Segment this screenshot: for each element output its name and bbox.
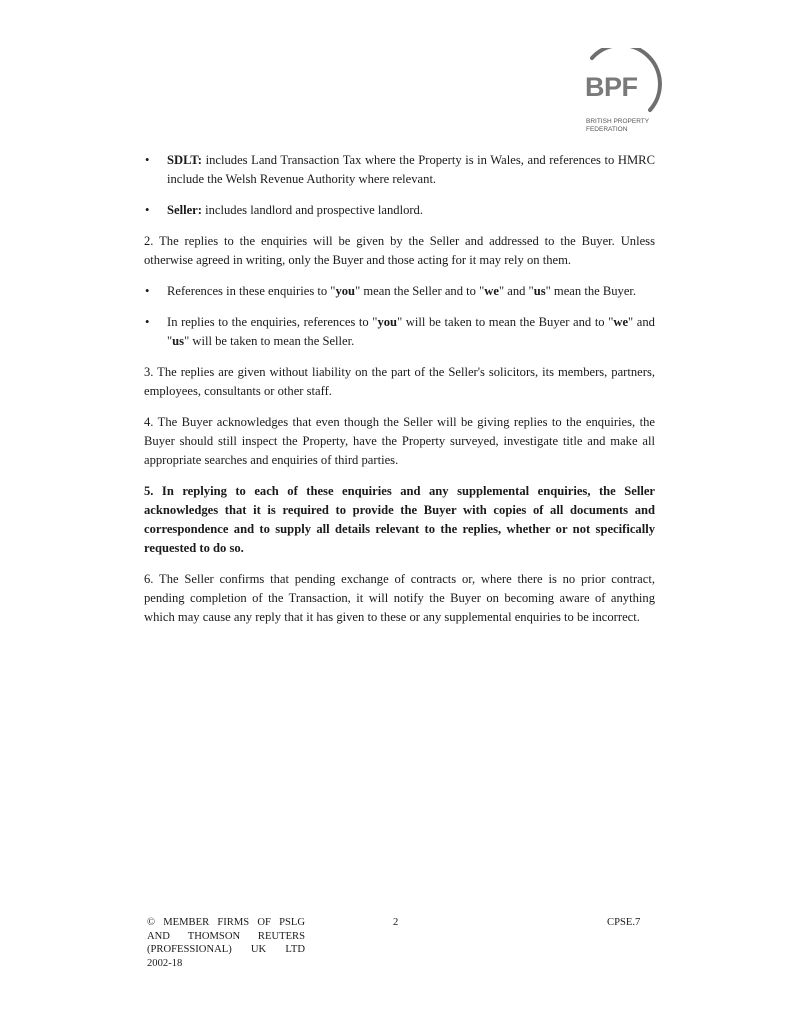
logo-subtitle (586, 118, 649, 134)
paragraph-5: 5. In replying to each of these enquiries and any supplemental enquiries, the Seller acknowledges that it is required to provide the Buyer with copies of all documents and correspondence and to supply all details relevant to the replies, whether or not specifically requested to do so. (144, 484, 655, 555)
copyright-line-4: 2002-18 (147, 957, 183, 969)
copyright-line-2: AND THOMSON REUTERS (147, 930, 305, 942)
bullet-icon: • (145, 153, 150, 167)
page-number: 2 (393, 917, 399, 928)
term-sdlt: SDLT: (167, 153, 203, 167)
definition-sdlt (144, 151, 655, 189)
term-us: us (533, 284, 546, 298)
bpf-logo (584, 48, 664, 138)
term-you: you (377, 315, 398, 329)
term-we: we (613, 315, 629, 329)
copyright-line-1: © MEMBER FIRMS OF PSLG (147, 917, 305, 928)
bullet-references: • References in these enquiries to "you" mean the Seller and to "we" and "us" mean the Buyer. (144, 282, 655, 301)
copyright-notice (147, 916, 305, 970)
definition-seller-text: includes landlord and prospective landlord. (201, 203, 423, 217)
document-code: CPSE.7 (607, 917, 641, 928)
paragraph-6: 6. The Seller confirms that pending exchange of contracts or, where there is no prior contract, pending completion of the Transaction, it will notify the Buyer on becoming aware of anything which may cause any reply that it has given to these or any supplemental enquiries to be incorrect. (144, 572, 655, 624)
logo-subtitle-line-1: BRITISH PROPERTY (586, 118, 650, 125)
term-we: we (484, 284, 499, 298)
bullet-icon: • (145, 284, 150, 298)
bullet-replies: • In replies to the enquiries, references to "you" will be taken to mean the Buyer and to "we" and "us" will be taken to mean the Seller. (144, 313, 655, 351)
bullet-icon: • (145, 315, 150, 329)
paragraph-4: 4. The Buyer acknowledges that even though the Seller will be giving replies to the enquiries, the Buyer should still inspect the Property, have the Property surveyed, investigate title and make all appropriate searches and enquiries of third parties. (144, 415, 655, 467)
term-seller: Seller: (167, 203, 202, 217)
definition-sdlt-text: includes Land Transaction Tax where the Property is in Wales, and references to HMRC include the Welsh Revenue Authority where relevant. (167, 153, 655, 186)
bullet-icon: • (145, 203, 150, 217)
logo-text: BPF (585, 72, 638, 102)
definition-seller (144, 201, 655, 220)
paragraph-3: 3. The replies are given without liability on the part of the Seller's solicitors, its members, partners, employees, consultants or other staff. (144, 365, 655, 398)
logo-subtitle-line-2: FEDERATION (586, 126, 628, 133)
term-us: us (172, 334, 185, 348)
copyright-line-3: (PROFESSIONAL) UK LTD (147, 944, 305, 955)
paragraph-2: 2. The replies to the enquiries will be given by the Seller and addressed to the Buyer. Unless otherwise agreed in writing, only the Buyer and those acting for it may rely on them. (144, 234, 655, 267)
document-body (144, 151, 655, 639)
term-you: you (335, 284, 356, 298)
